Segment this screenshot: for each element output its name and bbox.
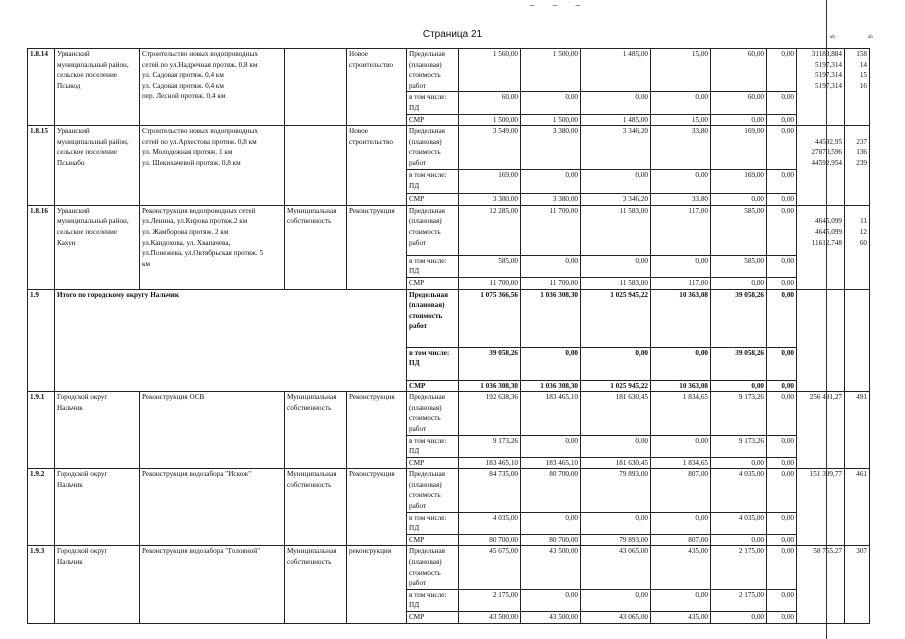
value-cell: 0,00 [651,92,711,114]
label-limit: Предельная (плановая) стоимость работ [407,49,459,92]
value-cell: 0,00 [651,170,711,194]
label-limit: Предельная (плановая) стоимость работ [407,546,459,589]
value-cell: 60,00 [711,49,767,92]
value-cell: 60,00 [459,92,521,114]
value-cell: 0,00 [711,534,767,546]
extra-code-cell: 11 12 60 [845,205,870,289]
value-cell: 2 175,00 [711,546,767,589]
value-cell: 183 465,10 [459,457,521,469]
value-cell: 0,00 [767,205,797,255]
extra-value-cell: 58 755,27 [797,546,845,623]
value-cell: 0,00 [711,194,767,206]
value-cell: 3 380,00 [521,126,581,170]
label-limit: Предельная (плановая) стоимость работ [407,289,459,347]
row-number: 1.8.15 [28,126,55,206]
label-incl: в том числе: ПД [407,512,459,534]
value-cell: 33,80 [651,126,711,170]
ownership-cell: Муниципальная собственность [285,392,347,469]
value-cell: 39 058,26 [459,347,521,380]
value-cell: 585,00 [459,255,521,277]
extra-code-cell: 461 [845,469,870,546]
value-cell: 0,00 [767,512,797,534]
value-cell: 435,00 [651,546,711,589]
extra-code-cell: 158 14 15 16 [845,49,870,126]
object-cell: Строительство новых водопроводных сетей по ул.Архестова протяж. 0,8 км ул. Молодежная протяж. 1 км ул. Шекихачевой протяж. 0,8 км [140,126,285,206]
value-cell: 1 485,00 [581,114,651,126]
value-cell: 585,00 [711,255,767,277]
value-cell: 80 700,00 [459,534,521,546]
ownership-cell [285,126,347,206]
table-row [28,469,870,512]
value-cell: 9 173,26 [459,435,521,457]
label-smr: СМР [407,612,459,624]
value-cell: 1 075 366,56 [459,289,521,347]
row-number: 1.8.14 [28,49,55,126]
label-incl: в том числе: ПД [407,170,459,194]
value-cell: 0,00 [581,255,651,277]
ownership-cell: Муниципальная собственность [285,469,347,546]
extra-code-cell [845,289,870,392]
municipality-cell: Урванский муниципальный район, сельское поселение Псынабо [55,126,140,206]
value-cell: 0,00 [581,92,651,114]
value-cell: 43 065,00 [581,546,651,589]
value-cell: 1 025 945,22 [581,380,651,392]
value-cell: 117,00 [651,205,711,255]
value-cell: 1 560,00 [459,49,521,92]
label-incl: в том числе: ПД [407,435,459,457]
value-cell: 435,00 [651,612,711,624]
value-cell: 43 065,00 [581,612,651,624]
value-cell: 0,00 [767,289,797,347]
row-number: 1.9.2 [28,469,55,546]
value-cell: 0,00 [581,435,651,457]
value-cell: 183 465,10 [521,457,581,469]
value-cell: 60,00 [711,92,767,114]
value-cell: 0,00 [767,435,797,457]
label-incl: в том числе: ПД [407,92,459,114]
value-cell: 1 036 308,30 [521,289,581,347]
row-number: 1.9.3 [28,546,55,623]
extra-value-cell: 4645,099 4645,099 11612,748 [797,205,845,289]
value-cell: 0,00 [651,589,711,611]
object-cell: Реконструкция водозабора "Головной" [140,546,285,623]
work-type-cell: Реконструкция [347,469,407,546]
budget-table [27,48,870,624]
value-cell: 43 500,00 [521,546,581,589]
work-type-cell: реконсрукция [347,546,407,623]
value-cell: 0,00 [767,255,797,277]
value-cell: 181 630,45 [581,392,651,435]
extra-value-cell: 151 399,77 [797,469,845,546]
value-cell: 0,00 [767,114,797,126]
value-cell: 0,00 [521,435,581,457]
label-smr: СМР [407,534,459,546]
extra-code-cell: 491 [845,392,870,469]
ownership-cell: Муниципальная собственность [285,205,347,289]
value-cell: 0,00 [711,612,767,624]
value-cell: 0,00 [581,170,651,194]
value-cell: 1 500,00 [521,114,581,126]
value-cell: 80 700,00 [521,469,581,512]
value-cell: 117,00 [651,277,711,289]
extra-value-cell [797,289,845,392]
row-number: 1.9 [28,289,55,392]
municipality-cell: Городской округ Нальчик [55,469,140,546]
value-cell: 0,00 [767,49,797,92]
label-limit: Предельная (плановая) стоимость работ [407,205,459,255]
label-smr: СМР [407,277,459,289]
corner-mark-left: ᵃᵇ [830,33,835,42]
value-cell: 11 700,00 [521,205,581,255]
value-cell: 1 025 945,22 [581,289,651,347]
value-cell: 45 675,00 [459,546,521,589]
value-cell: 0,00 [651,347,711,380]
value-cell: 585,00 [711,205,767,255]
table-row [28,49,870,92]
value-cell: 4 035,00 [711,512,767,534]
value-cell: 39 058,26 [711,347,767,380]
value-cell: 807,00 [651,469,711,512]
page-title: Страница 21 [422,29,483,40]
value-cell: 1 485,00 [581,49,651,92]
value-cell: 1 036 308,30 [521,380,581,392]
table-row [28,546,870,589]
municipality-cell: Урванский муниципальный район, сельское поселение Псыкод [55,49,140,126]
value-cell: 4 035,00 [711,469,767,512]
ownership-cell [285,49,347,126]
table-row [28,289,870,347]
label-smr: СМР [407,457,459,469]
value-cell: 0,00 [767,469,797,512]
value-cell: 0,00 [767,380,797,392]
page-marks: – – – [530,0,588,10]
extra-value-cell: 44592,95 27870,596 44592,954 [797,126,845,206]
value-cell: 11 700,00 [459,277,521,289]
value-cell: 11 583,00 [581,205,651,255]
extra-code-cell: 237 136 239 [845,126,870,206]
value-cell: 1 036 308,30 [459,380,521,392]
value-cell: 0,00 [767,277,797,289]
value-cell: 0,00 [521,589,581,611]
value-cell: 169,00 [711,170,767,194]
work-type-cell: Новое строительство [347,49,407,126]
value-cell: 0,00 [767,612,797,624]
value-cell: 3 380,00 [521,194,581,206]
value-cell: 169,00 [459,170,521,194]
value-cell: 10 363,08 [651,289,711,347]
label-limit: Предельная (плановая) стоимость работ [407,126,459,170]
value-cell: 80 700,00 [521,534,581,546]
label-smr: СМР [407,114,459,126]
row-number: 1.9.1 [28,392,55,469]
value-cell: 0,00 [711,114,767,126]
value-cell: 3 380,00 [459,194,521,206]
value-cell: 0,00 [767,347,797,380]
municipality-cell: Урванский муниципальный район, сельское поселение Кахун [55,205,140,289]
table-row [28,392,870,435]
label-incl: в том числе: ПД [407,589,459,611]
label-incl: в том числе: ПД [407,255,459,277]
value-cell: 0,00 [521,255,581,277]
label-incl: в том числе: ПД [407,347,459,380]
municipality-cell: Городской округ Нальчик [55,392,140,469]
value-cell: 0,00 [767,534,797,546]
value-cell: 9 173,26 [711,435,767,457]
value-cell: 807,00 [651,534,711,546]
value-cell: 192 638,36 [459,392,521,435]
value-cell: 3 346,20 [581,126,651,170]
object-cell: Строительство новых водопроводных сетей по ул.Надречная протяж. 0,8 км ул. Садовая протяж. 0,4 км ул. Садовая протяж. 0,4 км пер. Лесной протяж. 0,4 км [140,49,285,126]
value-cell: 4 035,00 [459,512,521,534]
value-cell: 15,00 [651,49,711,92]
value-cell: 0,00 [711,277,767,289]
value-cell: 0,00 [767,170,797,194]
value-cell: 0,00 [767,126,797,170]
value-cell: 12 285,00 [459,205,521,255]
label-limit: Предельная (плановая) стоимость работ [407,392,459,435]
value-cell: 2 175,00 [711,589,767,611]
total-title: Итого по городскому округу Нальчик [55,289,407,392]
municipality-cell: Городской округ Нальчик [55,546,140,623]
value-cell: 11 583,00 [581,277,651,289]
value-cell: 0,00 [711,457,767,469]
object-cell: Реконструкция водозабора "Искож" [140,469,285,546]
work-type-cell: Реконструкция [347,205,407,289]
value-cell: 10 363,08 [651,380,711,392]
label-smr: СМР [407,380,459,392]
value-cell: 79 893,00 [581,534,651,546]
value-cell: 2 175,00 [459,589,521,611]
ownership-cell: Муниципальная собственность [285,546,347,623]
value-cell: 169,00 [711,126,767,170]
value-cell: 0,00 [581,589,651,611]
value-cell: 0,00 [521,347,581,380]
work-type-cell: Реконструкция [347,392,407,469]
value-cell: 181 630,45 [581,457,651,469]
value-cell: 43 500,00 [459,612,521,624]
corner-mark-right: ᵃᵇ [868,33,873,42]
value-cell: 0,00 [651,255,711,277]
value-cell: 9 173,26 [711,392,767,435]
value-cell: 43 500,00 [521,612,581,624]
value-cell: 0,00 [767,194,797,206]
value-cell: 79 893,00 [581,469,651,512]
value-cell: 33,80 [651,194,711,206]
value-cell: 3 549,00 [459,126,521,170]
value-cell: 1 500,00 [459,114,521,126]
value-cell: 84 735,00 [459,469,521,512]
value-cell: 0,00 [767,92,797,114]
value-cell: 0,00 [651,435,711,457]
work-type-cell: Новое строительство [347,126,407,206]
value-cell: 0,00 [711,380,767,392]
table-row [28,126,870,170]
value-cell: 39 058,26 [711,289,767,347]
object-cell: Реконструкция ОСВ [140,392,285,469]
value-cell: 11 700,00 [521,277,581,289]
extra-value-cell: 256 491,27 [797,392,845,469]
value-cell: 1 834,65 [651,392,711,435]
table-row [28,205,870,255]
value-cell: 0,00 [521,92,581,114]
label-limit: Предельная (плановая) стоимость работ [407,469,459,512]
value-cell: 0,00 [767,589,797,611]
value-cell: 1 500,00 [521,49,581,92]
value-cell: 0,00 [651,512,711,534]
extra-code-cell: 307 [845,546,870,623]
value-cell: 0,00 [521,170,581,194]
value-cell: 1 834,65 [651,457,711,469]
value-cell: 0,00 [581,512,651,534]
extra-value-cell: 31183,884 5197,314 5197,314 5197,314 [797,49,845,126]
value-cell: 15,00 [651,114,711,126]
label-smr: СМР [407,194,459,206]
value-cell: 183 465,10 [521,392,581,435]
value-cell: 0,00 [521,512,581,534]
value-cell: 0,00 [767,392,797,435]
row-number: 1.8.16 [28,205,55,289]
value-cell: 0,00 [767,546,797,589]
object-cell: Реконструкция водопроводных сетей ул.Ленина, ул.Кирова протяж.2 км ул. Жамборова протяж. 2 км ул.Кандохова, ул. Хвапачева, ул.Понежева, ул.Октябрьская протяж. 5 км [140,205,285,289]
value-cell: 3 346,20 [581,194,651,206]
value-cell: 0,00 [581,347,651,380]
value-cell: 0,00 [767,457,797,469]
